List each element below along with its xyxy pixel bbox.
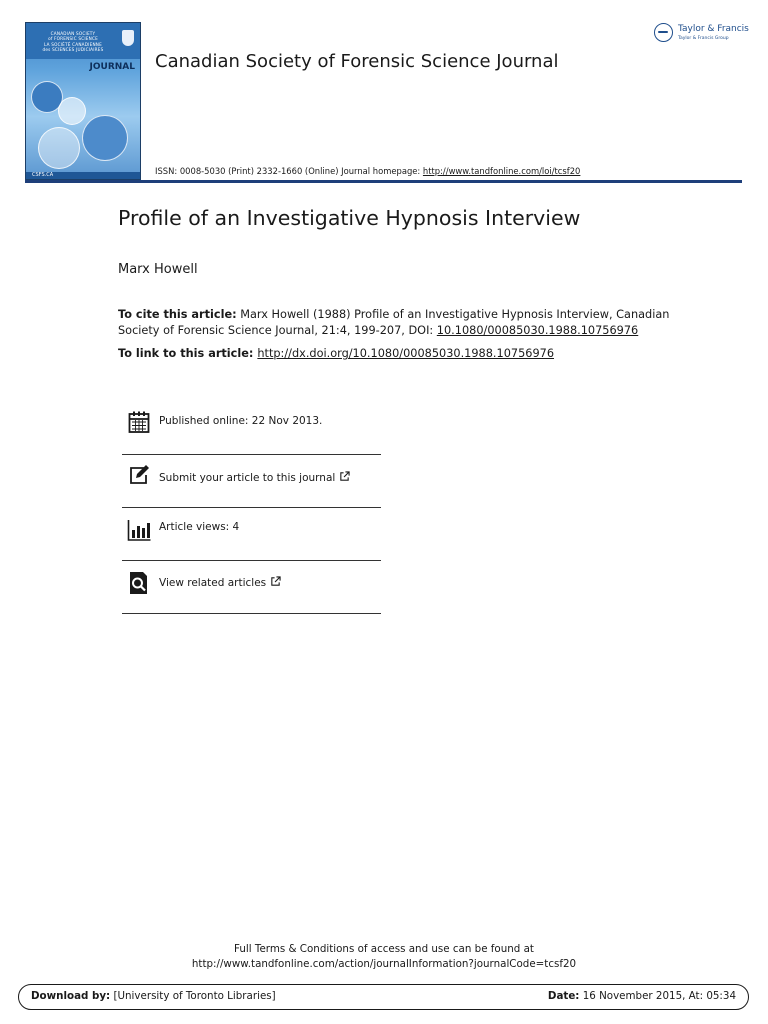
- terms-notice: [0, 942, 768, 972]
- download-info: [31, 990, 276, 1002]
- issn-line: [155, 166, 580, 176]
- publisher-name: Taylor & Francis: [678, 24, 749, 34]
- external-link-icon: [339, 471, 350, 482]
- list-item-related[interactable]: [122, 561, 381, 614]
- calendar-icon: [127, 410, 151, 434]
- journal-cover-image: [25, 22, 141, 180]
- header-divider: [25, 180, 742, 183]
- cover-graphic: [58, 97, 86, 125]
- related-articles-link[interactable]: [159, 576, 281, 589]
- edit-icon: [127, 464, 151, 488]
- issn-text: ISSN: 0008-5030 (Print) 2332-1660 (Online) Journal homepage:: [155, 166, 423, 176]
- date-value: 16 November 2015, At: 05:34: [579, 990, 736, 1002]
- crest-icon: [122, 30, 134, 46]
- list-item-published: [122, 400, 381, 455]
- journal-title: Canadian Society of Forensic Science Journal: [155, 51, 559, 72]
- cover-line: des SCIENCES JUDICIAIRES: [42, 47, 104, 52]
- search-document-icon: [127, 571, 151, 595]
- cover-graphic: [82, 115, 128, 161]
- bar-chart-icon: [127, 518, 151, 542]
- download-bar: [18, 984, 749, 1010]
- list-item-submit[interactable]: [122, 455, 381, 508]
- cover-line: CANADIAN SOCIETY: [50, 31, 96, 36]
- list-item-views: [122, 508, 381, 561]
- cover-graphic: [38, 127, 80, 169]
- submit-label: Submit your article to this journal: [159, 472, 336, 484]
- article-views: Article views: 4: [159, 521, 240, 533]
- cover-line: of FORENSIC SCIENCE: [48, 36, 98, 41]
- article-link-block: [118, 347, 554, 360]
- citation-block: [118, 307, 678, 339]
- terms-url[interactable]: http://www.tandfonline.com/action/journalInformation?journalCode=tcsf20: [191, 958, 577, 970]
- download-date: [548, 990, 736, 1002]
- cover-line: LA SOCIÉTÉ CANADIENNE: [44, 42, 102, 47]
- link-label: To link to this article:: [118, 347, 258, 360]
- citation-text: Marx Howell (1988) Profile of an Investigative Hypnosis Interview, Canadian Society of Forensic Science Journal, 21:4, 199-207, DOI:: [118, 308, 670, 337]
- download-value: [University of Toronto Libraries]: [110, 990, 276, 1002]
- author-name: Marx Howell: [118, 262, 198, 277]
- cover-footer-text: CSFS.CA: [32, 172, 54, 178]
- citation-label: To cite this article:: [118, 308, 237, 321]
- article-info-list: [122, 400, 381, 614]
- cover-journal-word: JOURNAL: [89, 62, 135, 72]
- published-date: Published online: 22 Nov 2013.: [159, 415, 323, 427]
- article-title: Profile of an Investigative Hypnosis Interview: [118, 206, 581, 230]
- date-label: Date:: [547, 990, 580, 1002]
- external-link-icon: [270, 576, 281, 587]
- publisher-logo-icon: [654, 23, 673, 42]
- publisher-group: Taylor & Francis Group: [678, 36, 729, 41]
- doi-link[interactable]: 10.1080/00085030.1988.10756976: [436, 324, 639, 337]
- related-label: View related articles: [159, 577, 267, 589]
- article-url-link[interactable]: http://dx.doi.org/10.1080/00085030.1988.10756976: [257, 347, 555, 360]
- cover-footer: [26, 172, 140, 179]
- download-label: Download by:: [31, 990, 111, 1002]
- submit-article-link[interactable]: [159, 471, 350, 484]
- terms-line: Full Terms & Conditions of access and use can be found at: [234, 943, 534, 955]
- publisher-logo[interactable]: [654, 22, 750, 46]
- journal-homepage-link[interactable]: http://www.tandfonline.com/loi/tcsf20: [422, 166, 581, 176]
